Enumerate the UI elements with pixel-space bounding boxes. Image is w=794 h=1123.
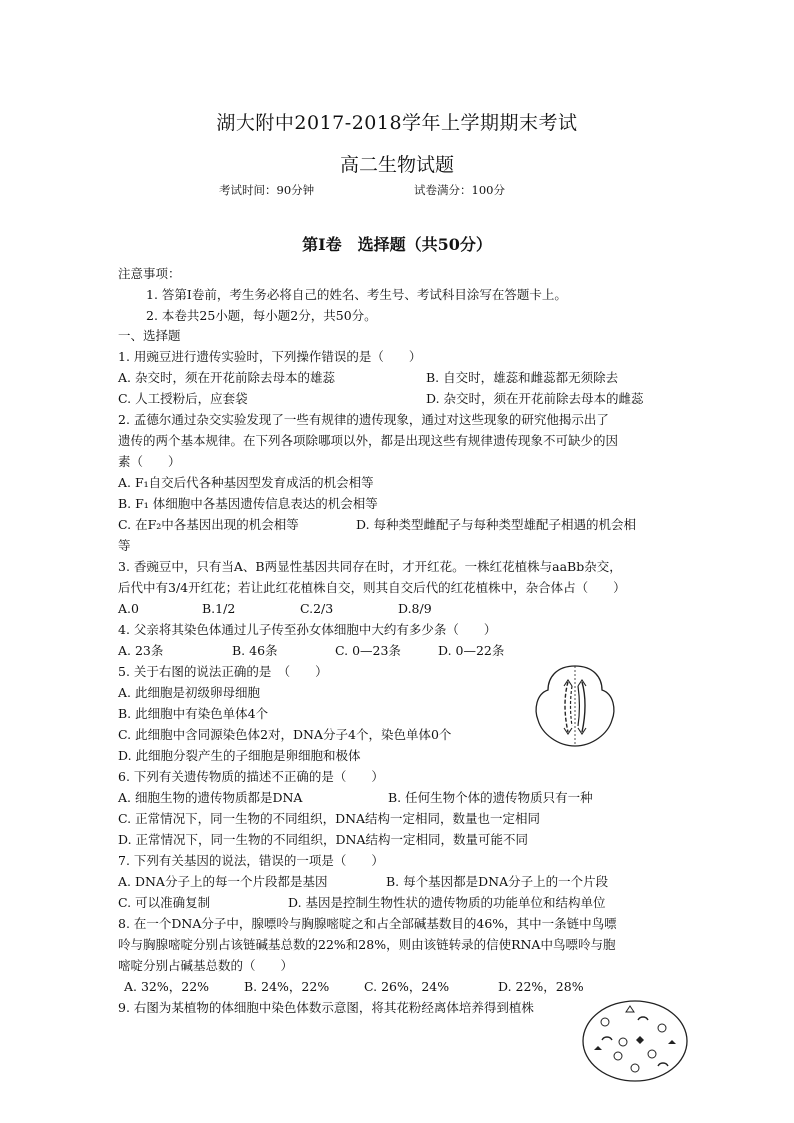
part-heading: 一、选择题	[118, 328, 181, 343]
q8-line-3: 嘧啶分别占碱基总数的（ ）	[118, 958, 294, 973]
exam-score: 试卷满分：100分	[414, 183, 505, 197]
q3-line-1: 3. 香豌豆中，只有当A、B两显性基因共同存在时，才开红花。一株红花植株与aaBb杂交，	[118, 559, 622, 574]
q5-option-b: B. 此细胞中有染色单体4个	[118, 706, 269, 721]
q7-stem: 7. 下列有关基因的说法，错误的一项是（ ）	[118, 853, 384, 868]
q8-option-d: D. 22%，28%	[498, 979, 584, 994]
q9-line-1: 9. 右图为某植物的体细胞中染色体数示意图，将其花粉经离体培养得到植株	[118, 1000, 534, 1015]
q7-option-c: C. 可以准确复制	[118, 895, 211, 910]
q1-option-c: C. 人工授粉后，应套袋	[118, 391, 248, 406]
q5-option-c: C. 此细胞中含同源染色体2对，DNA分子4个，染色单体0个	[118, 727, 452, 742]
q4-option-b: B. 46条	[232, 643, 278, 658]
q8-line-2: 呤与胸腺嘧啶分别占该链碱基总数的22%和28%，则由该链转录的信使RNA中鸟嘌呤与胞	[118, 937, 616, 952]
exam-title: 湖大附中2017-2018学年上学期期末考试	[216, 112, 578, 134]
q7-option-b: B. 每个基因都是DNA分子上的一个片段	[386, 874, 609, 889]
q7-option-d: D. 基因是控制生物性状的遗传物质的功能单位和结构单位	[288, 895, 606, 910]
q1-option-a: A. 杂交时，须在开花前除去母本的雄蕊	[118, 370, 335, 385]
q2-line-1: 2. 孟德尔通过杂交实验发现了一些有规律的遗传现象，通过对这些现象的研究他揭示出了	[118, 412, 609, 427]
q8-option-c: C. 26%，24%	[364, 979, 450, 994]
q6-option-b: B. 任何生物个体的遗传物质只有一种	[388, 790, 593, 805]
note-2: 2. 本卷共25小题，每小题2分，共50分。	[146, 308, 377, 323]
q8-line-1: 8. 在一个DNA分子中，腺嘌呤与胸腺嘧啶之和占全部碱基数目的46%，其中一条链中鸟嘌	[118, 916, 617, 931]
q3-option-a: A.0	[118, 601, 139, 616]
q1-option-b: B. 自交时，雄蕊和雌蕊都无须除去	[426, 370, 619, 385]
q8-option-b: B. 24%，22%	[244, 979, 330, 994]
q6-option-a: A. 细胞生物的遗传物质都是DNA	[118, 790, 303, 805]
q6-stem: 6. 下列有关遗传物质的描述不正确的是（ ）	[118, 769, 384, 784]
q2-line-3: 素（ ）	[118, 454, 181, 469]
q2-option-a: A. F₁自交后代各种基因型发育成活的机会相等	[118, 475, 374, 490]
exam-subtitle: 高二生物试题	[339, 154, 454, 176]
q4-option-d: D. 0—22条	[438, 643, 505, 658]
q4-stem: 4. 父亲将其染色体通过儿子传至孙女体细胞中大约有多少条（ ）	[118, 622, 497, 637]
q5-option-d: D. 此细胞分裂产生的子细胞是卵细胞和极体	[118, 748, 361, 763]
q3-option-c: C.2/3	[300, 601, 334, 616]
q5-option-a: A. 此细胞是初级卵母细胞	[118, 685, 260, 700]
notes-heading: 注意事项：	[118, 266, 181, 281]
q2-option-d: D. 每种类型雌配子与每种类型雄配子相遇的机会相	[356, 517, 637, 532]
q3-option-b: B.1/2	[202, 601, 236, 616]
note-1: 1. 答第Ⅰ卷前，考生务必将自己的姓名、考生号、考试科目涂写在答题卡上。	[146, 287, 567, 302]
q2-option-b: B. F₁ 体细胞中各基因遗传信息表达的机会相等	[118, 496, 378, 511]
q7-option-a: A. DNA分子上的每一个片段都是基因	[118, 874, 328, 889]
q3-line-2: 后代中有3/4开红花；若让此红花植株自交，则其自交后代的红花植株中，杂合体占（ ）	[118, 580, 626, 595]
q1-option-d: D. 杂交时，须在开花前除去母本的雌蕊	[426, 391, 644, 406]
q2-option-c: C. 在F₂中各基因出现的机会相等	[118, 517, 299, 532]
exam-time: 考试时间：90分钟	[219, 183, 315, 197]
q3-option-d: D.8/9	[398, 601, 432, 616]
section-title: 第Ⅰ卷 选择题（共50分）	[302, 235, 492, 254]
q6-option-c: C. 正常情况下，同一生物的不同组织，DNA结构一定相同，数量也一定相同	[118, 811, 541, 826]
q4-option-c: C. 0—23条	[335, 643, 401, 658]
q8-option-a: A. 32%，22%	[124, 979, 210, 994]
cell-division-figure	[528, 660, 622, 752]
q4-option-a: A. 23条	[118, 643, 164, 658]
q5-stem: 5. 关于右图的说法正确的是 （ ）	[118, 664, 328, 679]
q2-line-2: 遗传的两个基本规律。在下列各项除哪项以外，都是出现这些有规律遗传现象不可缺少的因	[118, 433, 619, 448]
chromosome-figure	[580, 996, 690, 1084]
q6-option-d: D. 正常情况下，同一生物的不同组织，DNA结构一定相同，数量可能不同	[118, 832, 529, 847]
q2-option-d-cont: 等	[118, 538, 131, 553]
q1-stem: 1. 用豌豆进行遗传实验时，下列操作错误的是（ ）	[118, 349, 422, 364]
